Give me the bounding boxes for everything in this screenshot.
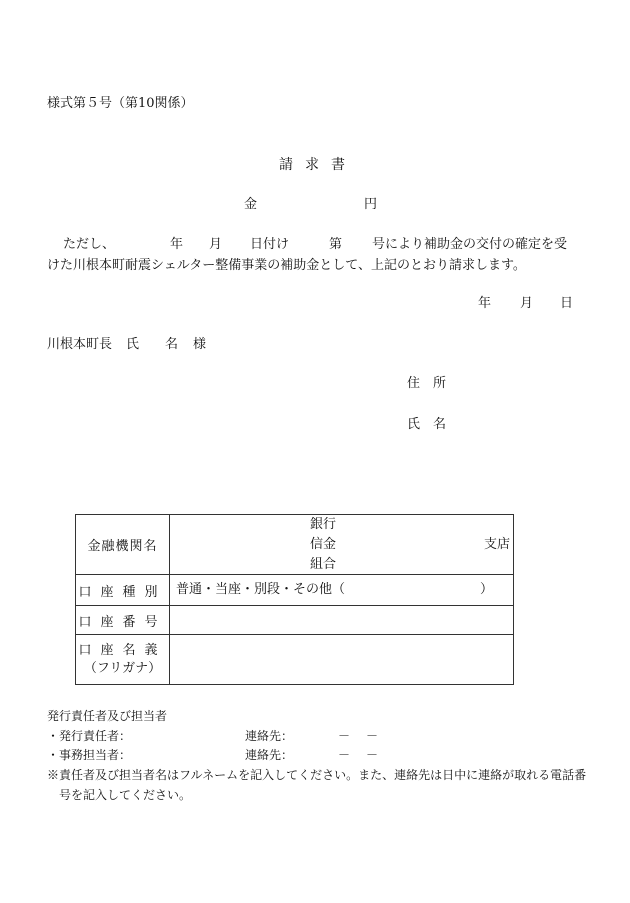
account-type-label: 口座種別 <box>76 575 170 606</box>
responsible-row-1-contact: 連絡先： <box>245 729 294 743</box>
bank-account-table <box>75 514 514 685</box>
responsible-note-line-1: ※責任者及び担当者名はフルネームを記入してください。また、連絡先は日中に連絡が取れる電話番 <box>47 768 587 782</box>
account-name-cell[interactable] <box>170 635 514 685</box>
account-name-furigana: （フリガナ） <box>83 660 162 676</box>
addressee-shimei: 氏 名 <box>126 337 179 352</box>
document-title: 請求書 <box>279 157 357 173</box>
institution-type-shinkin: 信金 <box>310 537 337 552</box>
institution-type-kumiai: 組合 <box>310 557 337 572</box>
account-name-label: 口座名義 <box>78 642 167 658</box>
responsible-row-1-label: ・発行責任者： <box>47 729 132 743</box>
responsible-row-1-dash-1: － <box>338 729 351 743</box>
account-type-close: ） <box>480 582 494 597</box>
responsible-row-2-dash-2: － <box>366 748 379 762</box>
bank-row-account-name <box>76 635 514 685</box>
body-line2: けた川根本町耐震シェルター整備事業の補助金として、上記のとおり請求します。 <box>47 258 526 273</box>
body-tsuki: 月 <box>209 237 223 252</box>
branch-label: 支店 <box>484 537 511 552</box>
responsible-row-2-label: ・事務担当者： <box>47 748 132 762</box>
institution-type-bank: 銀行 <box>310 517 337 532</box>
body-line1-end: 号により補助金の交付の確定を受 <box>372 237 568 252</box>
account-number-label: 口座番号 <box>76 606 170 635</box>
date-hi: 日 <box>560 296 574 311</box>
responsible-heading: 発行責任者及び担当者 <box>47 709 168 723</box>
body-nen: 年 <box>170 237 184 252</box>
account-name-label-cell <box>76 635 170 685</box>
applicant-name-label: 氏 名 <box>407 417 447 432</box>
amount-en: 円 <box>364 197 378 212</box>
bank-row-institution <box>76 515 514 575</box>
responsible-row-2-contact: 連絡先： <box>245 748 294 762</box>
body-hizuke: 日付け <box>250 237 290 252</box>
body-tadashi: ただし、 <box>63 237 116 252</box>
account-type-cell[interactable] <box>170 575 514 606</box>
date-nen: 年 <box>478 296 492 311</box>
institution-cell[interactable] <box>170 515 514 575</box>
account-number-cell[interactable] <box>170 606 514 635</box>
amount-kin: 金 <box>244 197 258 212</box>
institution-label: 金融機関名 <box>76 515 170 575</box>
responsible-row-1-dash-2: － <box>366 729 379 743</box>
bank-row-account-type <box>76 575 514 606</box>
bank-row-account-number <box>76 606 514 635</box>
account-type-options: 普通・当座・別段・その他（ <box>176 582 346 597</box>
addressee-prefix: 川根本町長 <box>47 337 113 352</box>
applicant-address-label: 住 所 <box>407 376 447 391</box>
date-tsuki: 月 <box>520 296 534 311</box>
responsible-row-2-dash-1: － <box>338 748 351 762</box>
body-dai: 第 <box>329 237 343 252</box>
responsible-note-line-2: 号を記入してください。 <box>59 788 192 802</box>
form-number: 様式第５号（第10関係） <box>47 96 194 111</box>
addressee-sama: 様 <box>193 337 207 352</box>
